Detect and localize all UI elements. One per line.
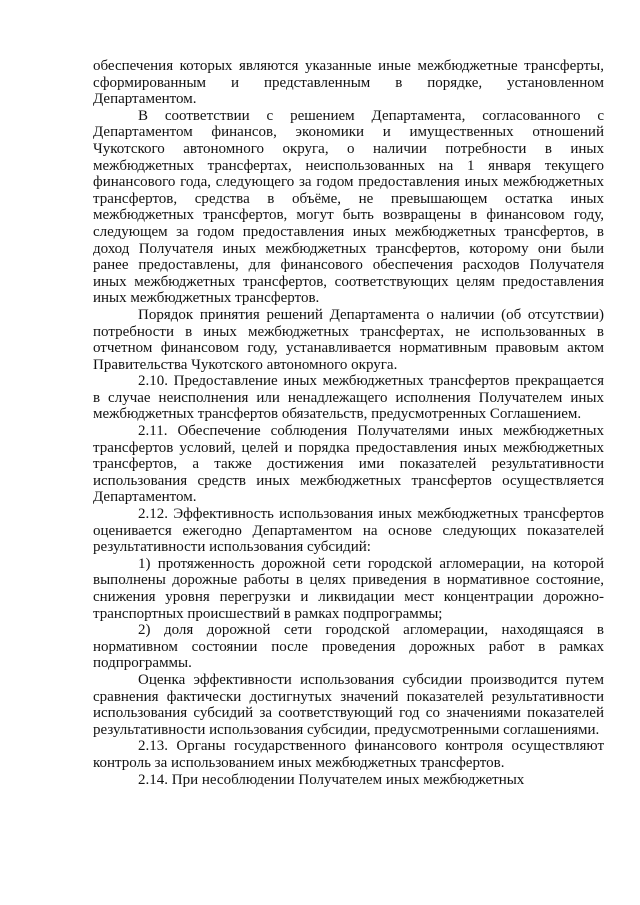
paragraph-3: Порядок принятия решений Департамента о наличии (об отсутствии) потребности в иных межбюджетных трансфертах, не использованных в отчетном финансовом году, устанавливается нормативным правовым актом Правительства Чукотского автономного округа. [93, 306, 604, 373]
paragraph-8: 2) доля дорожной сети городской агломерации, находящаяся в нормативном состоянии после проведения дорожных работ в рамках подпрограммы. [93, 622, 604, 672]
paragraph-6: 2.12. Эффективность использования иных межбюджетных трансфертов оценивается ежегодно Департаментом на основе следующих показателей результативности использования субсидий: [93, 506, 604, 556]
paragraph-11: 2.14. При несоблюдении Получателем иных межбюджетных [138, 771, 525, 788]
paragraph-10: 2.13. Органы государственного финансового контроля осуществляют контроль за использованием иных межбюджетных трансфертов. [93, 738, 604, 771]
paragraph-4: 2.10. Предоставление иных межбюджетных трансфертов прекращается в случае неисполнения или ненадлежащего исполнения Получателем иных межбюджетных трансфертов обязательств, предусмотренных Соглашением. [93, 373, 604, 423]
paragraph-5: 2.11. Обеспечение соблюдения Получателями иных межбюджетных трансфертов условий, целей и порядка предоставления иных межбюджетных трансфертов, а также достижения ими показателей результативности использования средств иных межбюджетных трансфертов осуществляется Департаментом. [93, 423, 604, 506]
paragraph-1: обеспечения которых являются указанные иные межбюджетные трансферты, сформированным и представленным в порядке, установленном Департаментом. [93, 58, 604, 108]
paragraph-9: Оценка эффективности использования субсидии производится путем сравнения фактически достигнутых значений показателей результативности использования субсидий за соответствующий год со значениями показателей результативности использования субсидии, предусмотренными соглашениями. [93, 671, 604, 738]
document-page [93, 58, 604, 788]
paragraph-2: В соответствии с решением Департамента, согласованного с Департаментом финансов, экономики и имущественных отношений Чукотского автономного округа, о наличии потребности в иных межбюджетных трансфертах, неиспользованных на 1 января текущего финансового года, следующего за годом предоставления иных межбюджетных трансфертов, средства в объёме, не превышающем остатка иных межбюджетных трансфертов, могут быть возвращены в финансовом году, следующем за годом предоставления иных межбюджетных трансфертов, в доход Получателя иных межбюджетных трансфертов, которому они были ранее предоставлены, для финансового обеспечения расходов Получателя иных межбюджетных трансфертов, соответствующих целям предоставления иных межбюджетных трансфертов. [93, 107, 604, 307]
paragraph-7: 1) протяженность дорожной сети городской агломерации, на которой выполнены дорожные работы в целях приведения в нормативное состояние, снижения уровня перегрузки и ликвидации мест концентрации дорожно-транспортных происшествий в рамках подпрограммы; [93, 555, 604, 622]
